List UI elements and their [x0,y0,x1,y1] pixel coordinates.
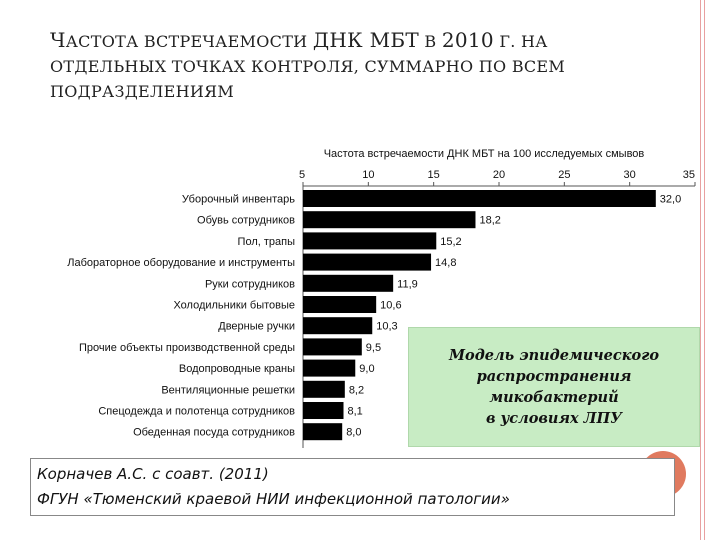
source-box [30,458,675,516]
value-label: 8,1 [347,405,363,418]
bar [303,317,372,334]
title-part-5: Г. НА [493,32,548,51]
bar [303,338,362,355]
category-label: Обувь сотрудников [197,214,295,227]
title-part-1: АСТОТА ВСТРЕЧАЕМОСТИ [65,32,313,51]
category-label: Пол, трапы [237,235,295,248]
category-label: Вентиляционные решетки [161,384,295,397]
callout-line-4: в условиях ЛПУ [486,410,622,427]
category-label: Руки сотрудников [204,278,295,291]
callout-line-2: распространения [476,368,632,385]
slide-title [50,28,660,104]
value-label: 14,8 [435,257,457,270]
value-label: 10,6 [380,299,402,312]
value-label: 9,5 [365,341,382,354]
source-line-1: Корначев А.С. с соавт. (2011) [37,465,269,483]
bar [303,275,393,292]
category-label: Уборочный инвентарь [181,193,295,206]
bar [303,402,344,419]
title-line-1 [50,28,660,54]
value-label: 18,2 [479,214,501,227]
x-tick-label: 20 [492,169,506,181]
category-label: Дверные ручки [218,320,295,333]
bar [303,254,431,271]
bar [303,211,475,228]
x-tick-label: 15 [427,169,440,181]
value-label: 8,2 [348,384,365,397]
category-label: Обеденная посуда сотрудников [133,426,295,439]
bar [303,360,355,377]
title-part-3: В [418,32,442,51]
bar [303,381,345,398]
callout-line-1: Модель эпидемического [448,347,660,364]
x-tick-group [299,169,695,186]
x-tick-label: 25 [558,169,571,181]
value-label: 11,9 [397,278,418,291]
chart-title: Частота встречаемости ДНК МБТ на 100 исследуемых смывов [323,148,645,160]
value-label: 32,0 [659,193,682,206]
title-part-2: ДНК МБТ [312,28,419,52]
value-label: 10,3 [376,320,398,333]
title-line-2: ОТДЕЛЬНЫХ ТОЧКАХ КОНТРОЛЯ, СУММАРНО ПО ВСЕМ [50,57,566,76]
title-part-4: 2010 [441,28,494,52]
category-label: Холодильники бытовые [173,299,295,312]
category-label: Лабораторное оборудование и инструменты [67,257,295,270]
bar [303,423,342,440]
category-label: Прочие объекты производственной среды [79,341,295,354]
value-label: 9,0 [359,363,375,376]
bar [303,190,656,207]
bar [303,296,376,313]
bar [303,232,436,249]
x-tick-label: 30 [623,169,636,181]
value-label: 8,0 [346,426,362,439]
callout-line-3: микобактерий [489,389,619,406]
source-line-2: ФГУН «Тюменский краевой НИИ инфекционной патологии» [37,490,510,508]
category-label: Водопроводные краны [178,363,295,376]
x-tick-label: 35 [682,169,695,181]
category-label: Спецодежда и полотенца сотрудников [98,405,295,418]
model-callout [408,327,700,447]
title-first-letter: Ч [50,28,66,52]
x-tick-label: 5 [298,169,306,181]
x-tick-label: 10 [362,169,375,181]
title-line-3: ПОДРАЗДЕЛЕНИЯМ [50,82,235,101]
value-label: 15,2 [440,235,462,248]
